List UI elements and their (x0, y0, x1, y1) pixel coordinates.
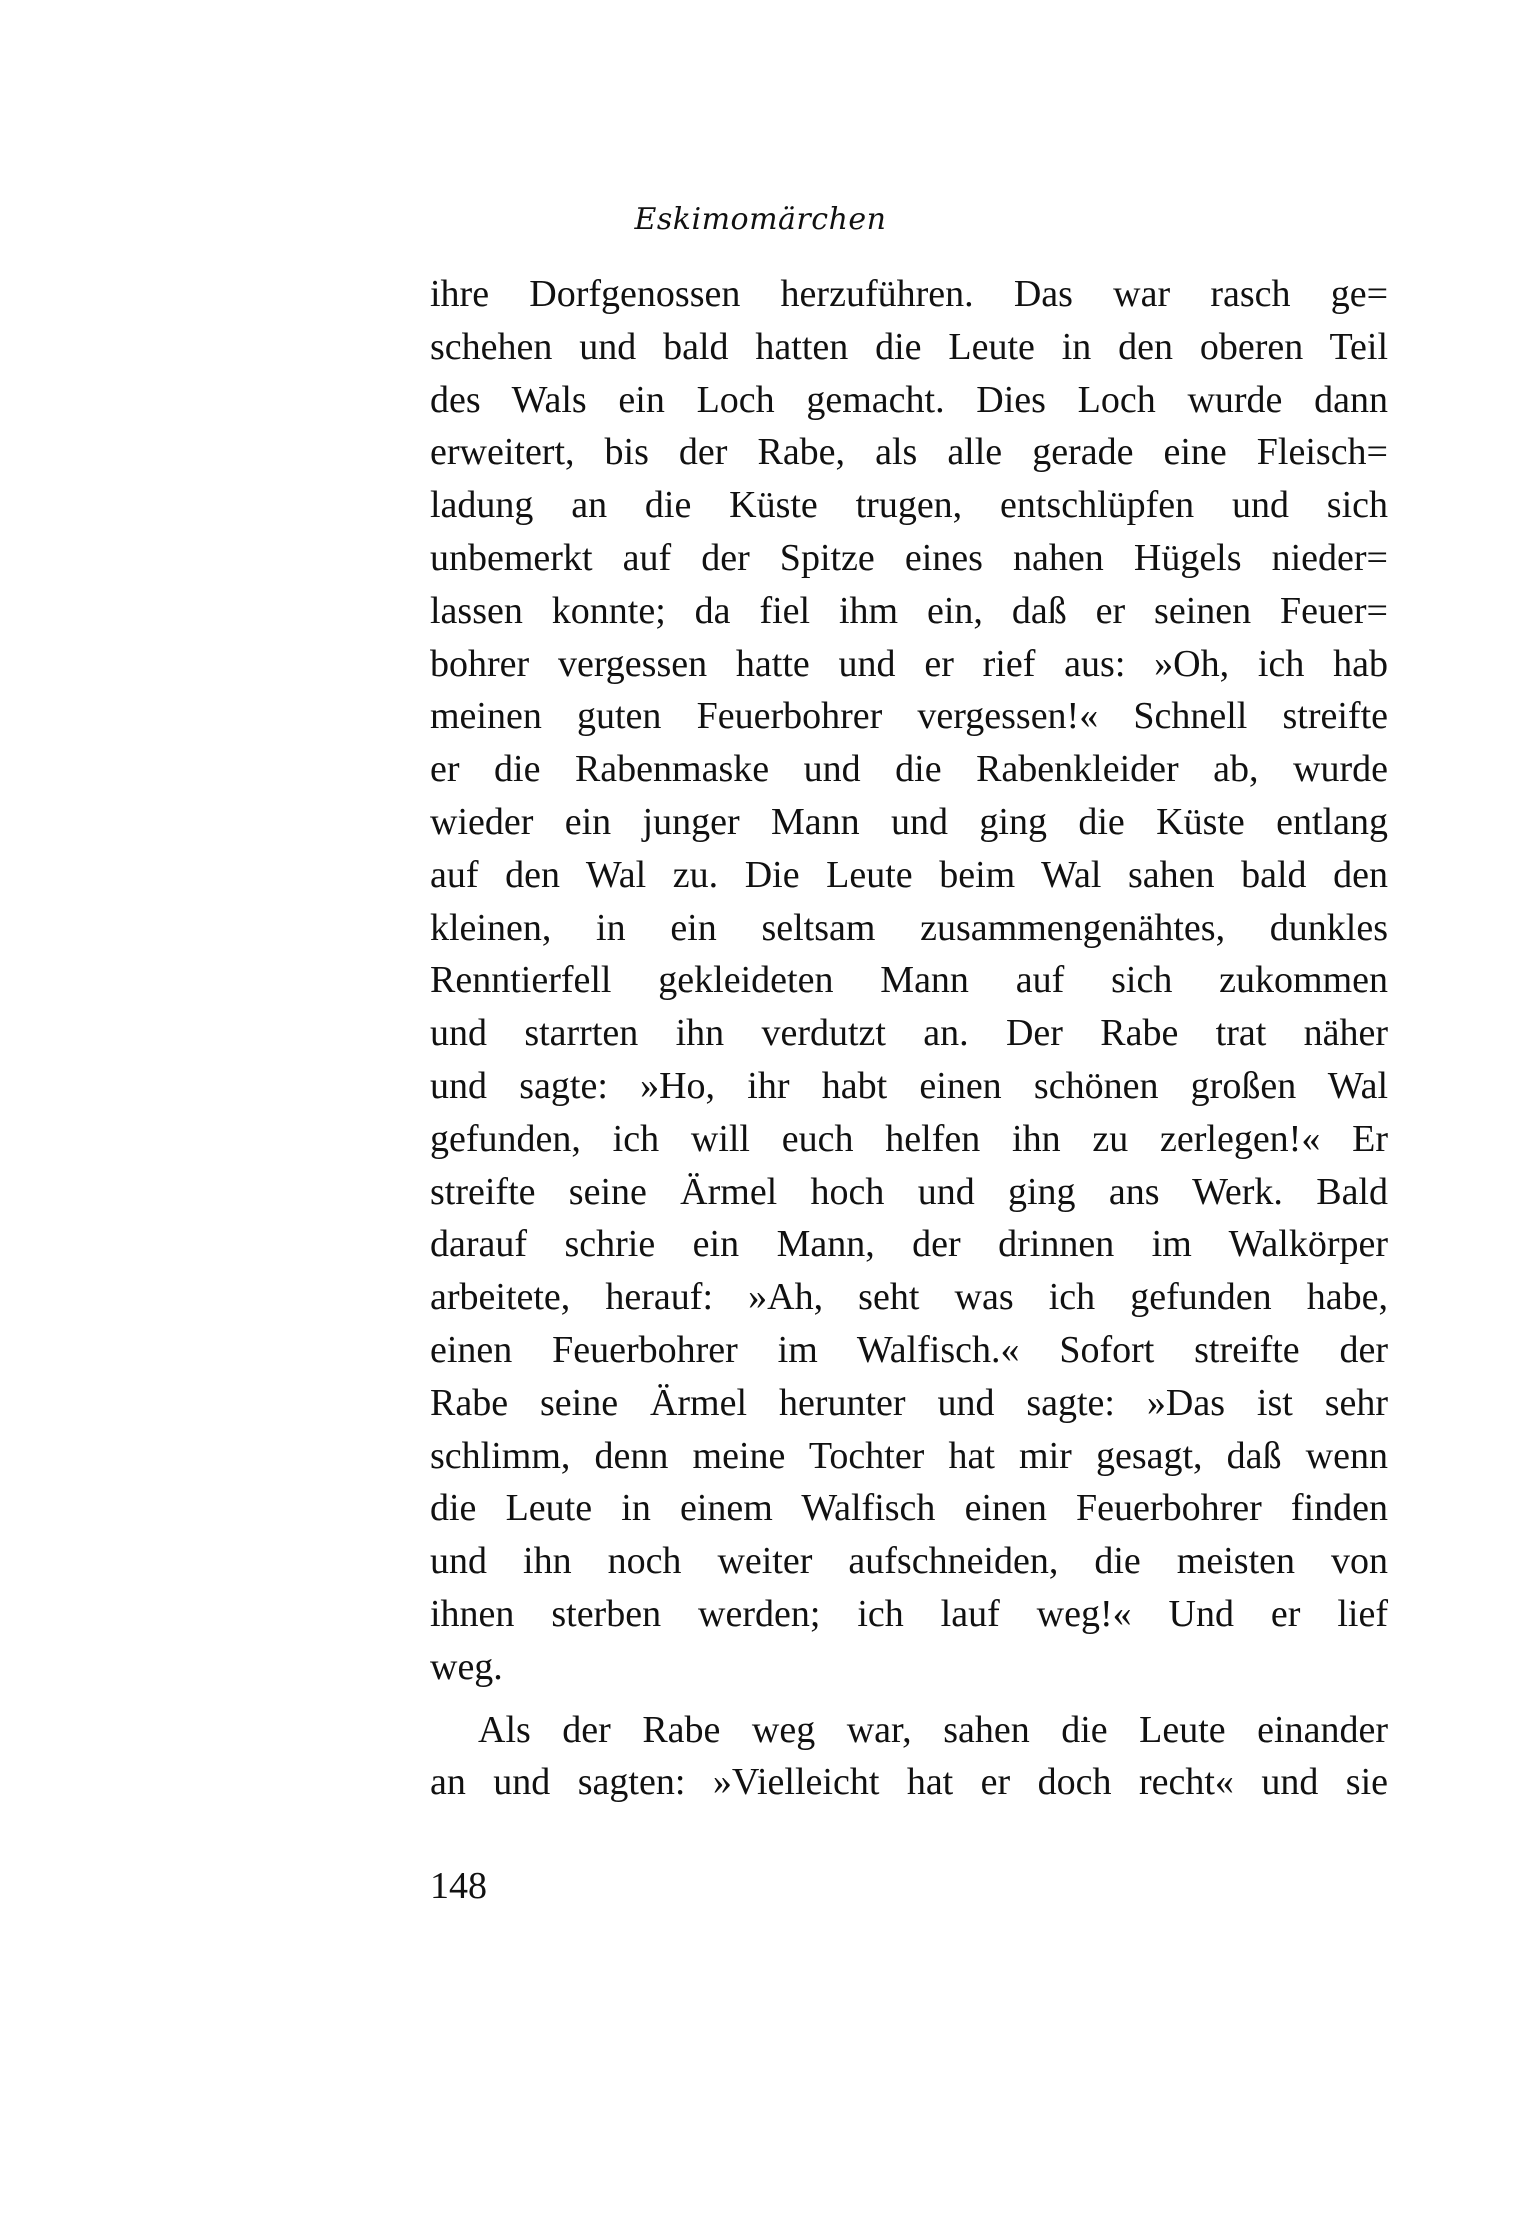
text-line: gefunden, ich will euch helfen ihn zu zerlegen!« Er (430, 1117, 1388, 1160)
text-line: einen Feuerbohrer im Walfisch.« Sofort streifte der (430, 1328, 1388, 1371)
text-line: unbemerkt auf der Spitze eines nahen Hügels nieder= (430, 536, 1388, 579)
text-line: ladung an die Küste trugen, entschlüpfen und sich (430, 484, 1388, 527)
text-line: wieder ein junger Mann und ging die Küste entlang (430, 800, 1388, 843)
text-line: kleinen, in ein seltsam zusammengenähtes, dunkles (430, 906, 1388, 949)
text-line: auf den Wal zu. Die Leute beim Wal sahen bald den (430, 853, 1388, 896)
body-text (430, 268, 1388, 1809)
text-line: meinen guten Feuerbohrer vergessen!« Schnell streifte (430, 695, 1388, 738)
text-line: schlimm, denn meine Tochter hat mir gesagt, daß wenn (430, 1434, 1388, 1477)
text-line: an und sagten: »Vielleicht hat er doch recht« und sie (430, 1761, 1388, 1804)
text-line: ihnen sterben werden; ich lauf weg!« Und er lief (430, 1592, 1388, 1635)
text-line: er die Rabenmaske und die Rabenkleider ab, wurde (430, 748, 1388, 791)
text-line: bohrer vergessen hatte und er rief aus: »Oh, ich hab (430, 642, 1388, 685)
text-line: arbeitete, herauf: »Ah, seht was ich gefunden habe, (430, 1276, 1388, 1319)
text-line: Renntierfell gekleideten Mann auf sich zukommen (430, 959, 1388, 1002)
running-head: Eskimomärchen (634, 202, 887, 237)
text-line: und starrten ihn verdutzt an. Der Rabe trat näher (430, 1012, 1388, 1055)
page-number: 148 (430, 1865, 487, 1907)
text-line: des Wals ein Loch gemacht. Dies Loch wurde dann (430, 378, 1388, 421)
text-line: und ihn noch weiter aufschneiden, die meisten von (430, 1540, 1388, 1583)
text-line: Rabe seine Ärmel herunter und sagte: »Das ist sehr (430, 1381, 1388, 1424)
text-line: schehen und bald hatten die Leute in den oberen Teil (430, 325, 1388, 368)
text-line: darauf schrie ein Mann, der drinnen im Walkörper (430, 1223, 1388, 1266)
text-line: und sagte: »Ho, ihr habt einen schönen großen Wal (430, 1064, 1388, 1107)
text-line: Als der Rabe weg war, sahen die Leute einander (478, 1708, 1388, 1751)
text-line: lassen konnte; da fiel ihm ein, daß er seinen Feuer= (430, 589, 1388, 632)
text-line: erweitert, bis der Rabe, als alle gerade eine Fleisch= (430, 431, 1388, 474)
text-line: ihre Dorfgenossen herzuführen. Das war rasch ge= (430, 273, 1388, 315)
text-line: streifte seine Ärmel hoch und ging ans Werk. Bald (430, 1170, 1388, 1213)
text-line: weg. (430, 1645, 503, 1688)
text-line: die Leute in einem Walfisch einen Feuerbohrer finden (430, 1487, 1388, 1530)
